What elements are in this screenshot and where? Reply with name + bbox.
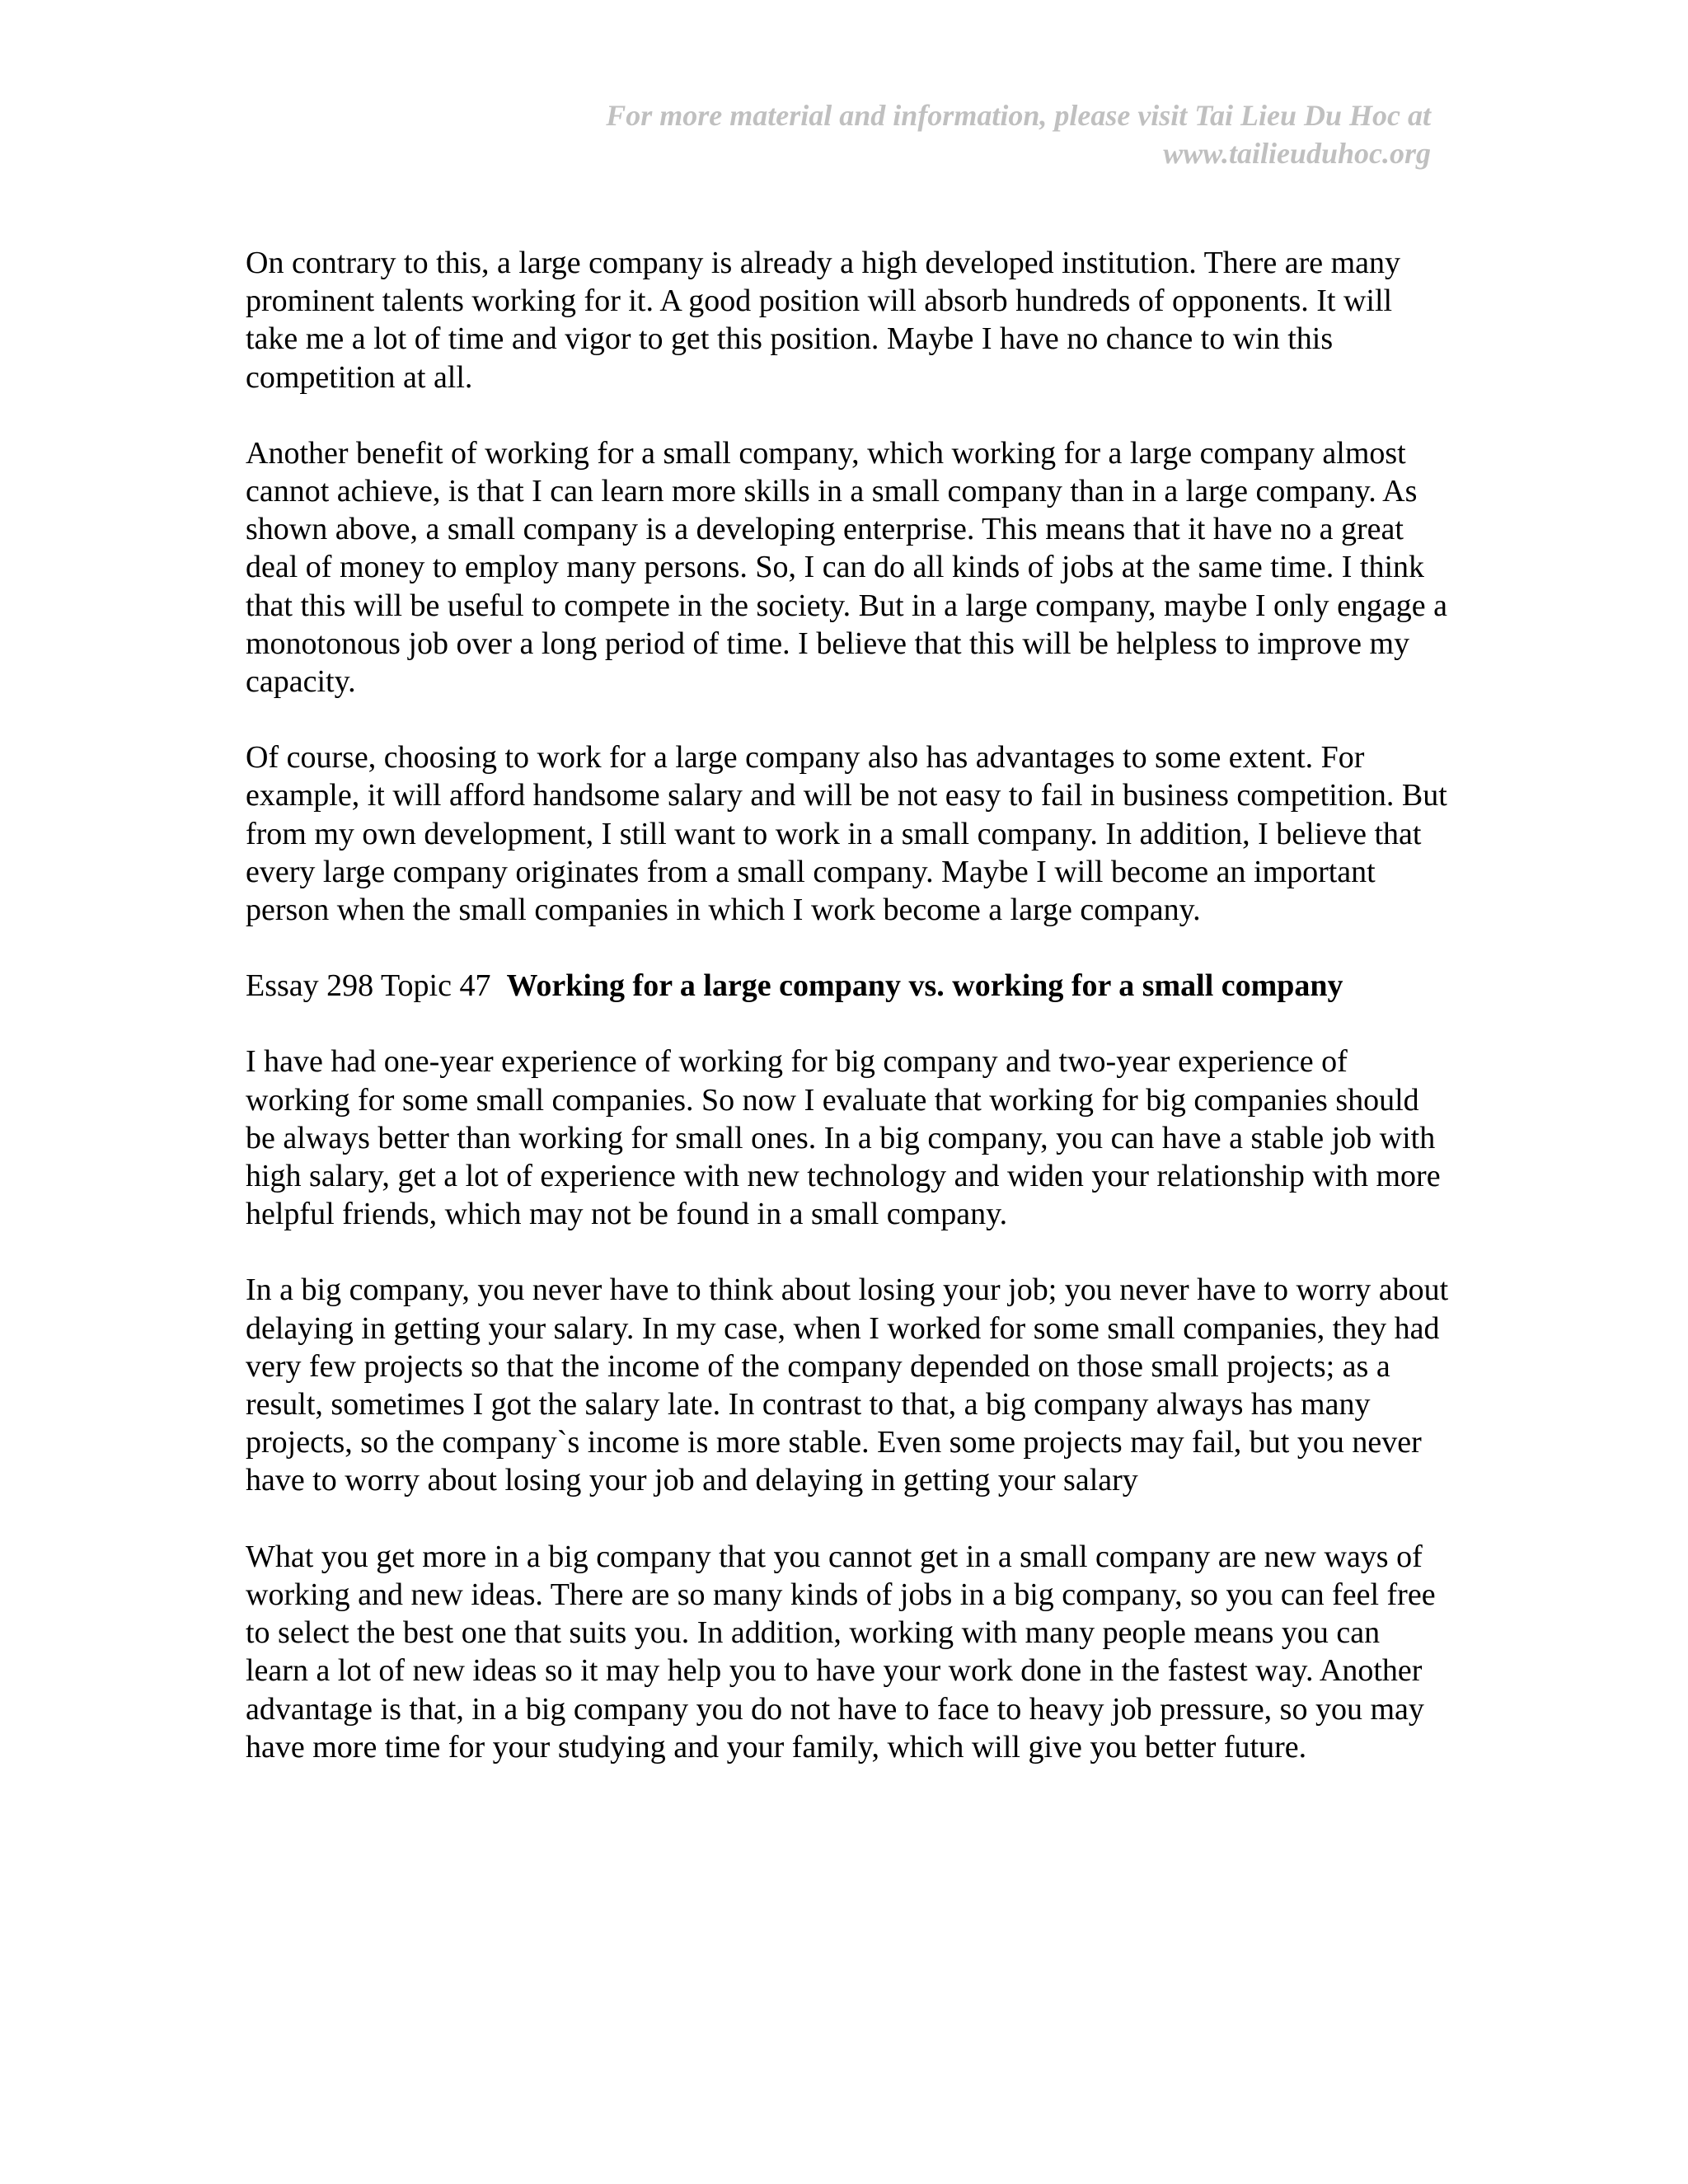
paragraph: I have had one-year experience of working for big company and two-year experience of working for some small companies. So now I evaluate that working for big companies should be always better than working for small ones. In a big company, you can have a stable job with high salary, get a lot of experience with new technology and widen your relationship with more helpful friends, which may not be found in a small company. xyxy=(246,1044,1441,1232)
essay-heading xyxy=(246,967,1449,1005)
header-line-1: For more material and information, please visit Tai Lieu Du Hoc at xyxy=(606,99,1431,132)
paragraph: Another benefit of working for a small company, which working for a large company almost cannot achieve, is that I can learn more skills in a small company than in a large company. As shown above, a small company is a developing enterprise. This means that it have no a great deal of money to employ many persons. So, I can do all kinds of jobs at the same time. I think that this will be useful to compete in the society. But in a large company, maybe I only engage a monotonous job over a long period of time. I believe that this will be helpless to improve my capacity. xyxy=(246,435,1448,700)
paragraph: What you get more in a big company that you cannot get in a small company are new ways of working and new ideas. There are so many kinds of jobs in a big company, so you can feel free to select the best one that suits you. In addition, working with many people means you can learn a lot of new ideas so it may help you to have your work done in the fastest way. Another advantage is that, in a big company you do not have to face to heavy job pressure, so you may have more time for your studying and your family, which will give you better future. xyxy=(246,1539,1436,1765)
paragraph: Of course, choosing to work for a large company also has advantages to some extent. For example, it will afford handsome salary and will be not easy to fail in business competition. But from my own development, I still want to work in a small company. In addition, I believe that every large company originates from a small company. Maybe I will become an important person when the small companies in which I work become a large company. xyxy=(246,740,1447,928)
essay-number-label: Essay 298 Topic 47 xyxy=(246,968,491,1004)
essay-title: Working for a large company vs. working for a small company xyxy=(506,968,1343,1004)
document-body xyxy=(246,244,1449,1804)
paragraph: In a big company, you never have to think about losing your job; you never have to worry about delaying in getting your salary. In my case, when I worked for some small companies, they had very few projects so that the income of the company depended on those small projects; as a result, sometimes I got the salary late. In contrast to that, a big company always has many projects, so the company`s income is more stable. Even some projects may fail, but you never have to worry about losing your job and delaying in getting your salary xyxy=(246,1272,1449,1498)
page-header xyxy=(277,96,1431,172)
header-line-2[interactable]: www.tailieuduhoc.org xyxy=(1163,137,1431,170)
paragraph: On contrary to this, a large company is already a high developed institution. There are many prominent talents working for it. A good position will absorb hundreds of opponents. It will take me a lot of time and vigor to get this position. Maybe I have no chance to win this competition at all. xyxy=(246,246,1401,395)
